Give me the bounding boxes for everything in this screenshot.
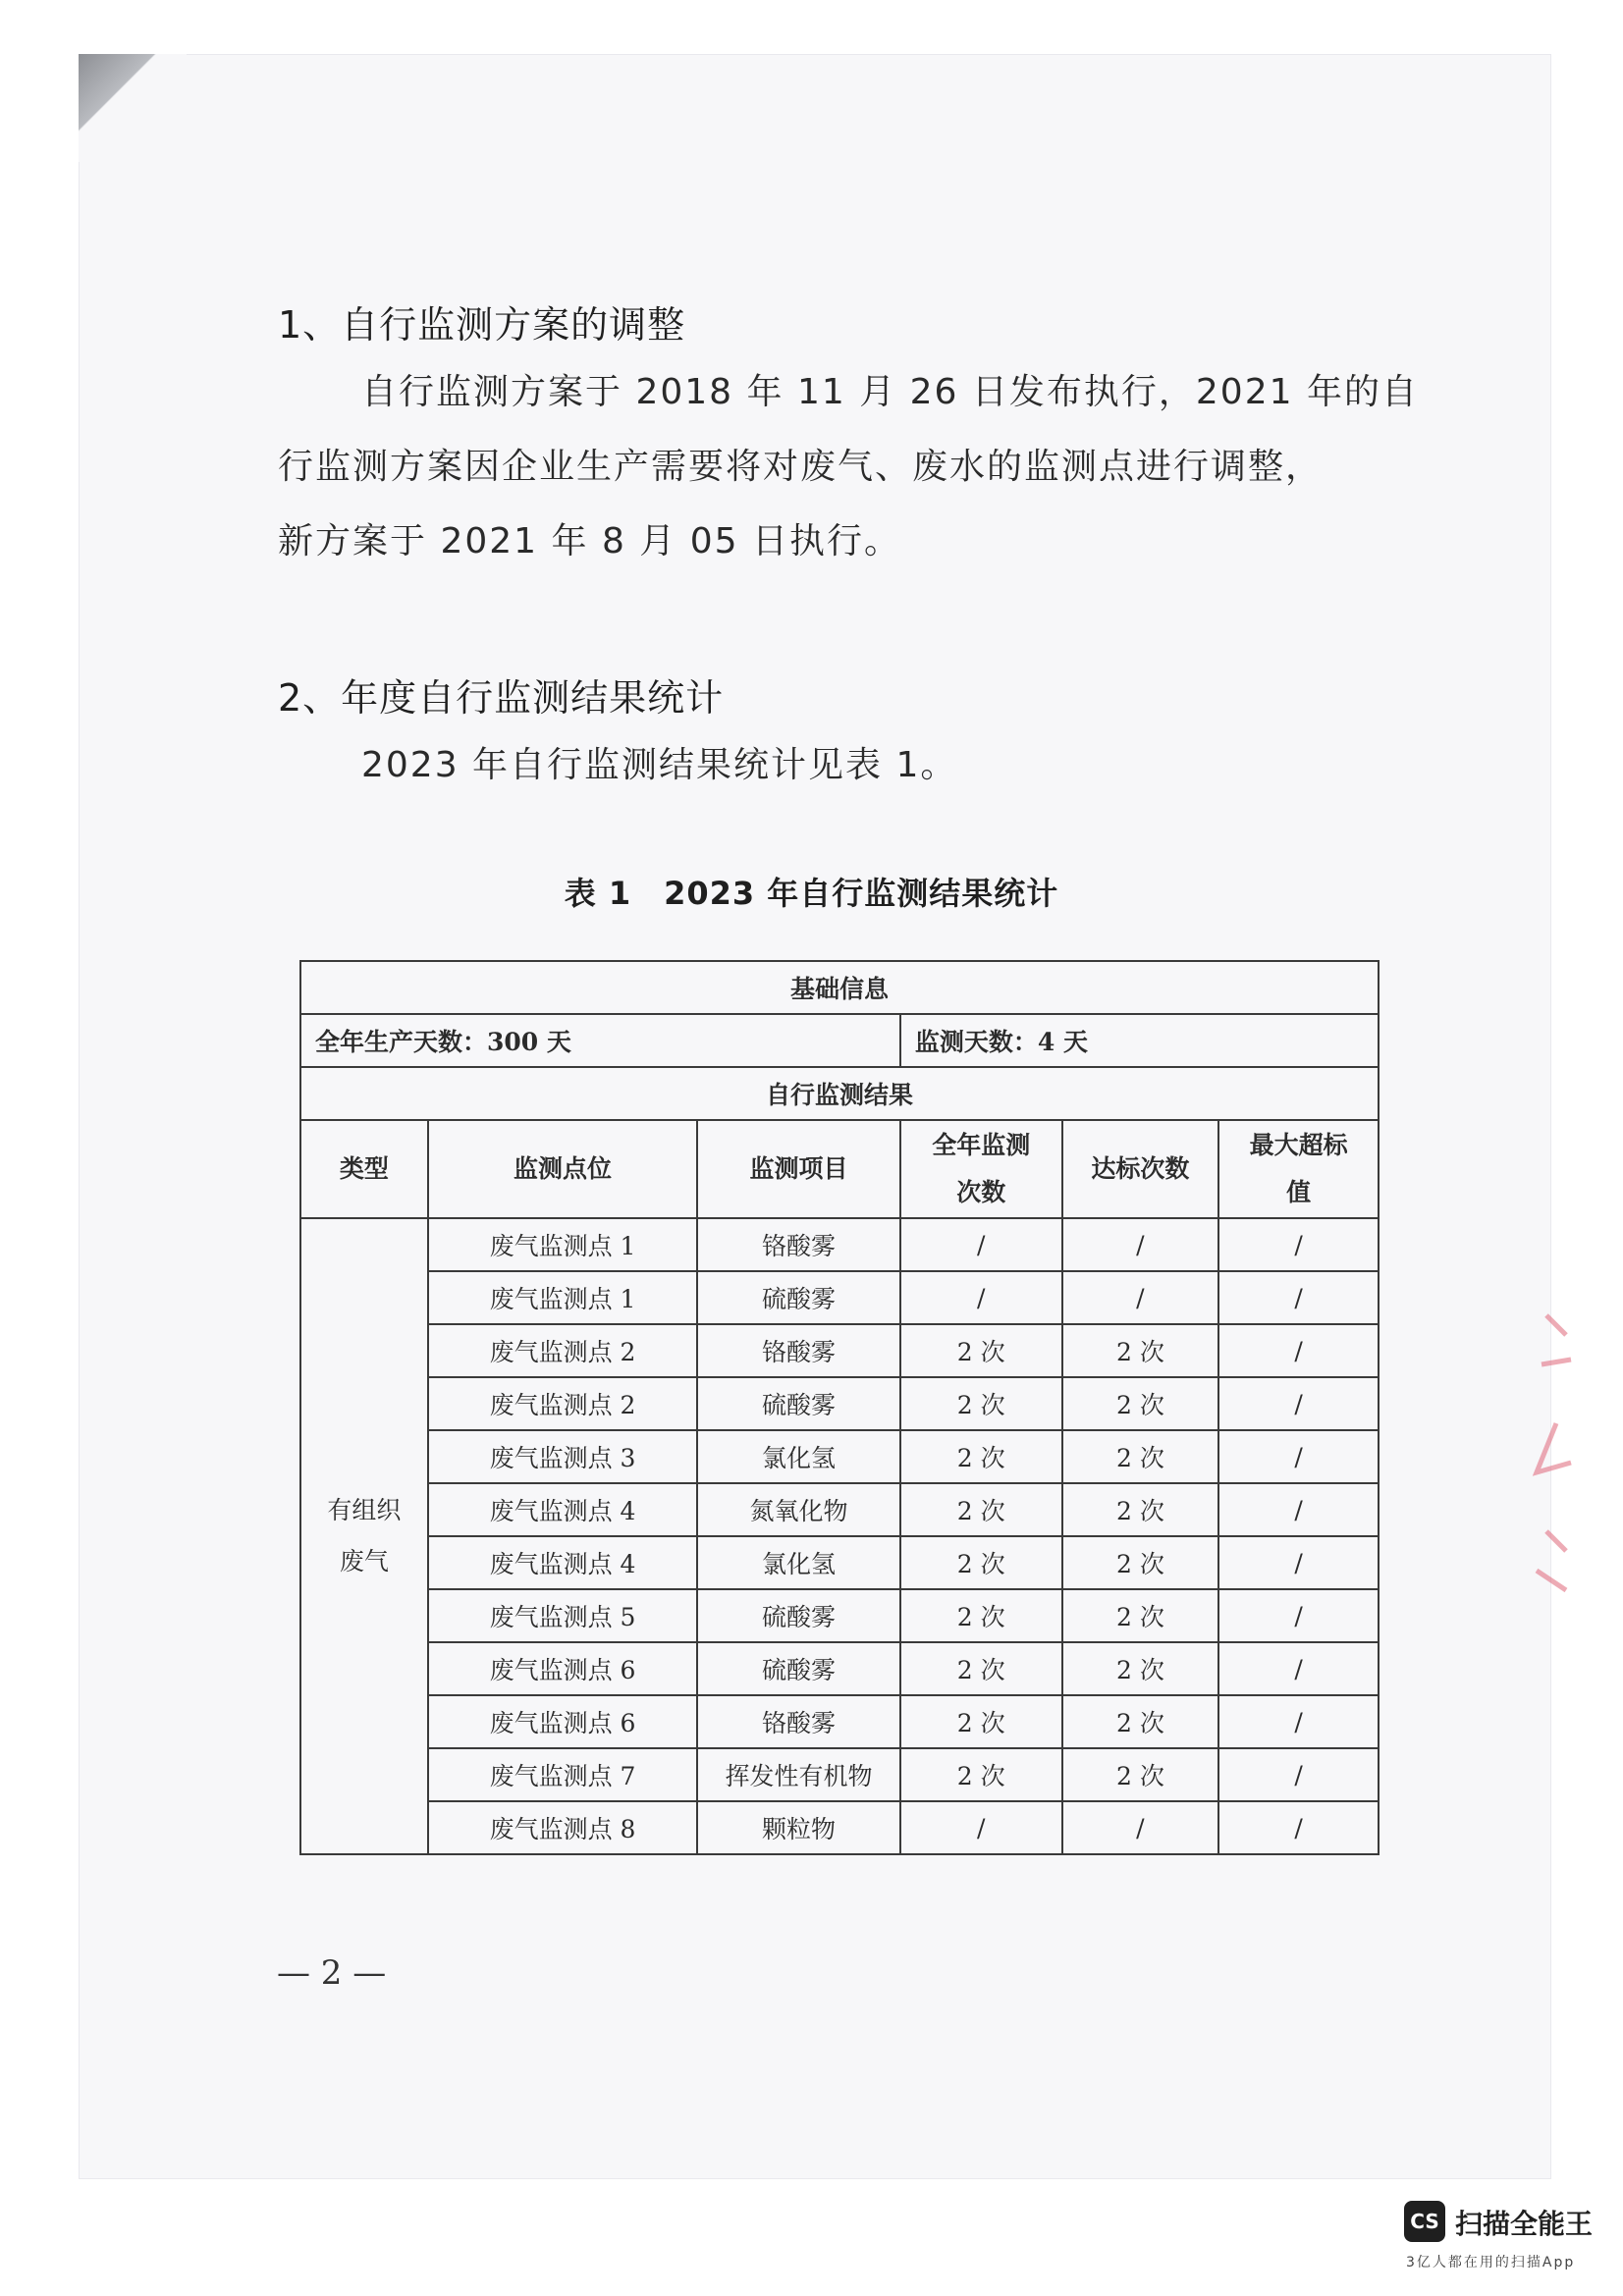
cell-pass: 2 次 [1062, 1589, 1219, 1642]
header-pass-count: 达标次数 [1062, 1120, 1219, 1218]
camscanner-logo: CS [1404, 2201, 1445, 2242]
cell-pass: 2 次 [1062, 1430, 1219, 1483]
cell-max: / [1218, 1589, 1379, 1642]
cell-count: 2 次 [900, 1536, 1062, 1589]
cell-item: 颗粒物 [697, 1801, 900, 1854]
cell-count: 2 次 [900, 1377, 1062, 1430]
cell-point: 废气监测点 4 [428, 1483, 697, 1536]
cell-point: 废气监测点 1 [428, 1218, 697, 1271]
cell-item: 硫酸雾 [697, 1642, 900, 1695]
basic-info-title: 基础信息 [300, 961, 1379, 1014]
cell-item: 硫酸雾 [697, 1271, 900, 1324]
table-row [300, 1271, 1379, 1324]
cell-max: / [1218, 1218, 1379, 1271]
camscanner-watermark [1404, 2201, 1600, 2279]
cell-count: / [900, 1271, 1062, 1324]
header-point: 监测点位 [428, 1120, 697, 1218]
cell-count: / [900, 1218, 1062, 1271]
table-row [300, 1589, 1379, 1642]
cell-item: 铬酸雾 [697, 1218, 900, 1271]
table-row [300, 1324, 1379, 1377]
cell-item: 硫酸雾 [697, 1589, 900, 1642]
cell-item: 挥发性有机物 [697, 1748, 900, 1801]
table-row [300, 1801, 1379, 1854]
cell-point: 废气监测点 8 [428, 1801, 697, 1854]
cell-point: 废气监测点 4 [428, 1536, 697, 1589]
results-title: 自行监测结果 [300, 1067, 1379, 1120]
category-cell: 有组织 废气 [300, 1218, 428, 1854]
cell-item: 氯化氢 [697, 1536, 900, 1589]
cell-pass: 2 次 [1062, 1748, 1219, 1801]
cell-point: 废气监测点 5 [428, 1589, 697, 1642]
cell-count: 2 次 [900, 1430, 1062, 1483]
cell-count: / [900, 1801, 1062, 1854]
cell-point: 废气监测点 6 [428, 1695, 697, 1748]
table-row [300, 1377, 1379, 1430]
section1-heading: 1、自行监测方案的调整 [278, 303, 686, 347]
cell-count: 2 次 [900, 1483, 1062, 1536]
table-row [300, 1430, 1379, 1483]
cell-pass: 2 次 [1062, 1536, 1219, 1589]
cell-max: / [1218, 1536, 1379, 1589]
cell-max: / [1218, 1801, 1379, 1854]
cell-pass: 2 次 [1062, 1483, 1219, 1536]
app-name: 扫描全能王 [1455, 2208, 1594, 2240]
table-row [300, 1536, 1379, 1589]
cell-max: / [1218, 1748, 1379, 1801]
app-tagline: 3亿人都在用的扫描App [1406, 2255, 1576, 2270]
table-row [300, 1695, 1379, 1748]
cell-pass: / [1062, 1271, 1219, 1324]
header-item: 监测项目 [697, 1120, 900, 1218]
table-header-row [300, 1120, 1379, 1218]
header-max-exceed: 最大超标 值 [1218, 1120, 1379, 1218]
cell-pass: 2 次 [1062, 1642, 1219, 1695]
cell-count: 2 次 [900, 1324, 1062, 1377]
table-caption: 表 1 2023 年自行监测结果统计 [564, 875, 1059, 912]
folded-corner [79, 54, 187, 162]
cell-item: 氮氧化物 [697, 1483, 900, 1536]
page-number: — 2 — [277, 1953, 387, 1993]
cell-max: / [1218, 1271, 1379, 1324]
cell-pass: 2 次 [1062, 1377, 1219, 1430]
cell-item: 硫酸雾 [697, 1377, 900, 1430]
table-row [300, 1483, 1379, 1536]
section1-line-3: 新方案于 2021 年 8 月 05 日执行。 [278, 521, 901, 561]
cell-item: 氯化氢 [697, 1430, 900, 1483]
section1-line-1: 自行监测方案于 2018 年 11 月 26 日发布执行，2021 年的自 [361, 372, 1419, 412]
cell-point: 废气监测点 2 [428, 1324, 697, 1377]
results-table [299, 960, 1380, 1855]
production-days: 全年生产天数：300 天 [300, 1014, 900, 1067]
section1-line-2: 行监测方案因企业生产需要将对废气、废水的监测点进行调整， [278, 447, 1324, 487]
cell-point: 废气监测点 6 [428, 1642, 697, 1695]
cell-pass: / [1062, 1218, 1219, 1271]
cell-max: / [1218, 1695, 1379, 1748]
monitoring-days: 监测天数：4 天 [900, 1014, 1379, 1067]
red-seal-stamp-fragment [1527, 1306, 1576, 1600]
header-type: 类型 [300, 1120, 428, 1218]
cell-pass: / [1062, 1801, 1219, 1854]
cell-pass: 2 次 [1062, 1695, 1219, 1748]
cell-point: 废气监测点 3 [428, 1430, 697, 1483]
cell-max: / [1218, 1483, 1379, 1536]
cell-count: 2 次 [900, 1748, 1062, 1801]
section2-heading: 2、年度自行监测结果统计 [278, 676, 725, 720]
cell-item: 铬酸雾 [697, 1695, 900, 1748]
cell-max: / [1218, 1377, 1379, 1430]
cell-point: 废气监测点 1 [428, 1271, 697, 1324]
cell-count: 2 次 [900, 1695, 1062, 1748]
table-row [300, 1218, 1379, 1271]
cell-point: 废气监测点 2 [428, 1377, 697, 1430]
cell-max: / [1218, 1324, 1379, 1377]
table-row [300, 1748, 1379, 1801]
table-row [300, 1642, 1379, 1695]
cell-count: 2 次 [900, 1642, 1062, 1695]
cell-max: / [1218, 1642, 1379, 1695]
cell-pass: 2 次 [1062, 1324, 1219, 1377]
cell-max: / [1218, 1430, 1379, 1483]
cell-point: 废气监测点 7 [428, 1748, 697, 1801]
section2-line: 2023 年自行监测结果统计见表 1。 [361, 745, 958, 785]
cell-count: 2 次 [900, 1589, 1062, 1642]
cell-item: 铬酸雾 [697, 1324, 900, 1377]
header-annual-count: 全年监测 次数 [900, 1120, 1062, 1218]
